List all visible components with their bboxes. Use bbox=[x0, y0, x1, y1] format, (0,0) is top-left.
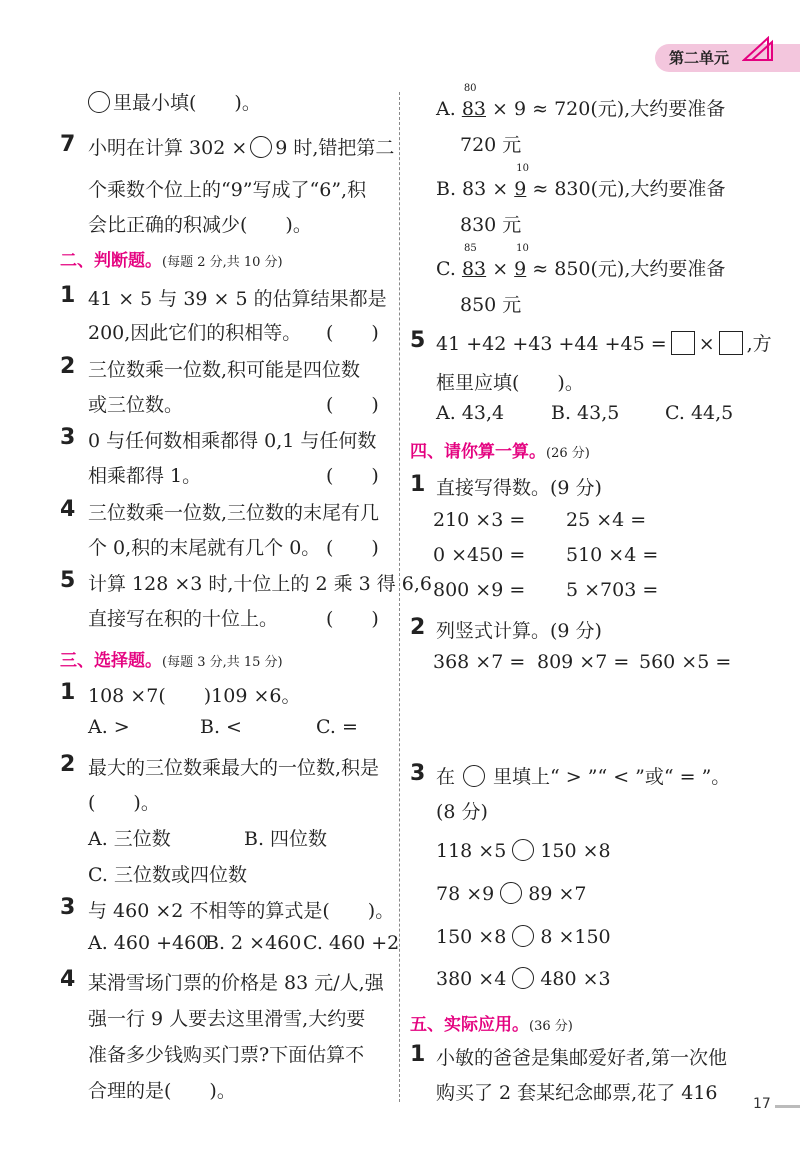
judge-5-line1: 计算 128 ×3 时,十位上的 2 乘 3 得 6,6 bbox=[88, 573, 433, 595]
choice-2-stem-2: ( )。 bbox=[88, 792, 160, 814]
compare-title: 在 里填上“ > ”“ < ”或“ = ”。 bbox=[436, 766, 731, 788]
judge-4-line1: 三位数乘一位数,三位数的末尾有几 bbox=[88, 502, 380, 524]
judge-5-line2: 直接写在积的十位上。 bbox=[88, 608, 279, 630]
choice-2-option-b[interactable]: B. 四位数 bbox=[244, 828, 328, 850]
judge-2-line2: 或三位数。 bbox=[88, 394, 184, 416]
calc-item: 25 ×4 = bbox=[566, 509, 647, 531]
compare-row: 78 ×9 89 ×7 bbox=[436, 883, 587, 905]
section-5-heading: 五、实际应用。(36 分) bbox=[410, 1015, 573, 1035]
answer-paren[interactable]: ( ) bbox=[326, 608, 379, 630]
compare-circle[interactable] bbox=[512, 925, 534, 947]
choice-5-option-c[interactable]: C. 44,5 bbox=[665, 402, 734, 424]
choice-4-stem-2: 强一行 9 人要去这里滑雪,大约要 bbox=[88, 1008, 366, 1030]
compare-circle[interactable] bbox=[500, 882, 522, 904]
question-number: 5 bbox=[60, 568, 76, 593]
choice-5-option-a[interactable]: A. 43,4 bbox=[436, 402, 505, 424]
judge-4-line2: 个 0,积的末尾就有几个 0。 bbox=[88, 537, 321, 559]
option-b-line2: 830 元 bbox=[460, 214, 522, 236]
vertical-calc-item: 368 ×7 = bbox=[433, 651, 526, 673]
option-b-line1[interactable]: B. 83 × 10 9 ≈ 830(元),大约要准备 bbox=[436, 163, 726, 200]
choice-5-stem-1: 41 +42 +43 +44 +45 = × ,方 bbox=[436, 333, 772, 355]
compare-circle[interactable] bbox=[512, 839, 534, 861]
answer-paren[interactable]: ( ) bbox=[326, 537, 379, 559]
choice-1-option-b[interactable]: B. < bbox=[200, 716, 242, 738]
answer-circle[interactable] bbox=[88, 91, 110, 113]
answer-circle[interactable] bbox=[250, 136, 272, 158]
option-a-line2: 720 元 bbox=[460, 134, 522, 156]
question-number: 2 bbox=[60, 354, 76, 379]
choice-1-option-a[interactable]: A. > bbox=[88, 716, 130, 738]
judge-3-line1: 0 与任何数相乘都得 0,1 与任何数 bbox=[88, 430, 377, 452]
vertical-calc-item: 809 ×7 = bbox=[537, 651, 630, 673]
question-number: 3 bbox=[60, 895, 76, 920]
choice-4-stem-3: 准备多少钱购买门票?下面估算不 bbox=[88, 1044, 365, 1066]
section-2-heading: 二、判断题。(每题 2 分,共 10 分) bbox=[60, 251, 283, 271]
section-4-heading: 四、请你算一算。(26 分) bbox=[410, 442, 590, 462]
compare-row: 118 ×5 150 ×8 bbox=[436, 840, 611, 862]
question-7-line1: 小明在计算 302 × 9 时,错把第二 bbox=[88, 137, 395, 159]
question-7-line3: 会比正确的积减少( )。 bbox=[88, 214, 312, 236]
question-number: 1 bbox=[410, 1042, 426, 1067]
ruler-triangle-icon bbox=[742, 36, 774, 62]
judge-1-line1: 41 × 5 与 39 × 5 的估算结果都是 bbox=[88, 288, 387, 310]
question-number: 1 bbox=[60, 283, 76, 308]
application-1-line2: 购买了 2 套某纪念邮票,花了 416 bbox=[436, 1082, 718, 1104]
section-3-heading: 三、选择题。(每题 3 分,共 15 分) bbox=[60, 651, 283, 671]
vertical-calc-item: 560 ×5 = bbox=[639, 651, 732, 673]
choice-2-stem-1: 最大的三位数乘最大的一位数,积是 bbox=[88, 757, 380, 779]
option-a-line1[interactable]: A. 80 83 × 9 ≈ 720(元),大约要准备 bbox=[436, 83, 726, 120]
compare-circle[interactable] bbox=[512, 967, 534, 989]
question-number: 1 bbox=[410, 472, 426, 497]
choice-3-stem: 与 460 ×2 不相等的算式是( )。 bbox=[88, 900, 395, 922]
unit-tag: 第二单元 bbox=[655, 44, 800, 72]
question-number: 7 bbox=[60, 132, 76, 157]
calc-item: 0 ×450 = bbox=[433, 544, 526, 566]
answer-paren[interactable]: ( ) bbox=[326, 394, 379, 416]
question-number: 5 bbox=[410, 328, 426, 353]
question-number: 2 bbox=[60, 752, 76, 777]
choice-4-stem-4: 合理的是( )。 bbox=[88, 1080, 236, 1102]
calc-item: 800 ×9 = bbox=[433, 579, 526, 601]
answer-paren[interactable]: ( ) bbox=[326, 322, 379, 344]
choice-3-option-a[interactable]: A. 460 +460 bbox=[88, 932, 209, 954]
compare-row: 150 ×8 8 ×150 bbox=[436, 926, 611, 948]
question-6-tail: 里最小填( )。 bbox=[88, 88, 261, 115]
choice-1-stem: 108 ×7( )109 ×6。 bbox=[88, 685, 301, 707]
choice-4-stem-1: 某滑雪场门票的价格是 83 元/人,强 bbox=[88, 972, 384, 994]
calc-1-title: 直接写得数。(9 分) bbox=[436, 477, 602, 499]
option-c-line1[interactable]: C. 85 83 × 10 9 ≈ 850(元),大约要准备 bbox=[436, 243, 726, 280]
application-1-line1: 小敏的爸爸是集邮爱好者,第一次他 bbox=[436, 1047, 728, 1069]
question-number: 1 bbox=[60, 680, 76, 705]
question-number: 4 bbox=[60, 497, 76, 522]
question-number: 3 bbox=[60, 425, 76, 450]
judge-3-line2: 相乘都得 1。 bbox=[88, 465, 202, 487]
page-number: 17 bbox=[753, 1096, 771, 1112]
question-number: 2 bbox=[410, 615, 426, 640]
calc-item: 5 ×703 = bbox=[566, 579, 659, 601]
option-c-line2: 850 元 bbox=[460, 294, 522, 316]
question-number: 3 bbox=[410, 761, 426, 786]
answer-box[interactable] bbox=[671, 331, 695, 355]
choice-5-option-b[interactable]: B. 43,5 bbox=[551, 402, 620, 424]
compare-circle-sample bbox=[463, 765, 485, 787]
calc-2-title: 列竖式计算。(9 分) bbox=[436, 620, 602, 642]
answer-paren[interactable]: ( ) bbox=[326, 465, 379, 487]
question-number: 4 bbox=[60, 967, 76, 992]
choice-5-stem-2: 框里应填( )。 bbox=[436, 372, 584, 394]
calc-item: 210 ×3 = bbox=[433, 509, 526, 531]
calc-item: 510 ×4 = bbox=[566, 544, 659, 566]
choice-1-option-c[interactable]: C. = bbox=[316, 716, 358, 738]
judge-1-line2: 200,因此它们的积相等。 bbox=[88, 322, 302, 344]
compare-score: (8 分) bbox=[436, 801, 488, 823]
compare-row: 380 ×4 480 ×3 bbox=[436, 968, 611, 990]
question-7-line2: 个乘数个位上的“9”写成了“6”,积 bbox=[88, 179, 367, 201]
choice-2-option-a[interactable]: A. 三位数 bbox=[88, 828, 171, 850]
choice-2-option-c[interactable]: C. 三位数或四位数 bbox=[88, 864, 247, 886]
page-number-bar bbox=[775, 1105, 800, 1108]
answer-box[interactable] bbox=[719, 331, 743, 355]
choice-3-option-b[interactable]: B. 2 ×460 bbox=[205, 932, 302, 954]
choice-3-option-c[interactable]: C. 460 +2 bbox=[303, 932, 400, 954]
judge-2-line1: 三位数乘一位数,积可能是四位数 bbox=[88, 359, 361, 381]
